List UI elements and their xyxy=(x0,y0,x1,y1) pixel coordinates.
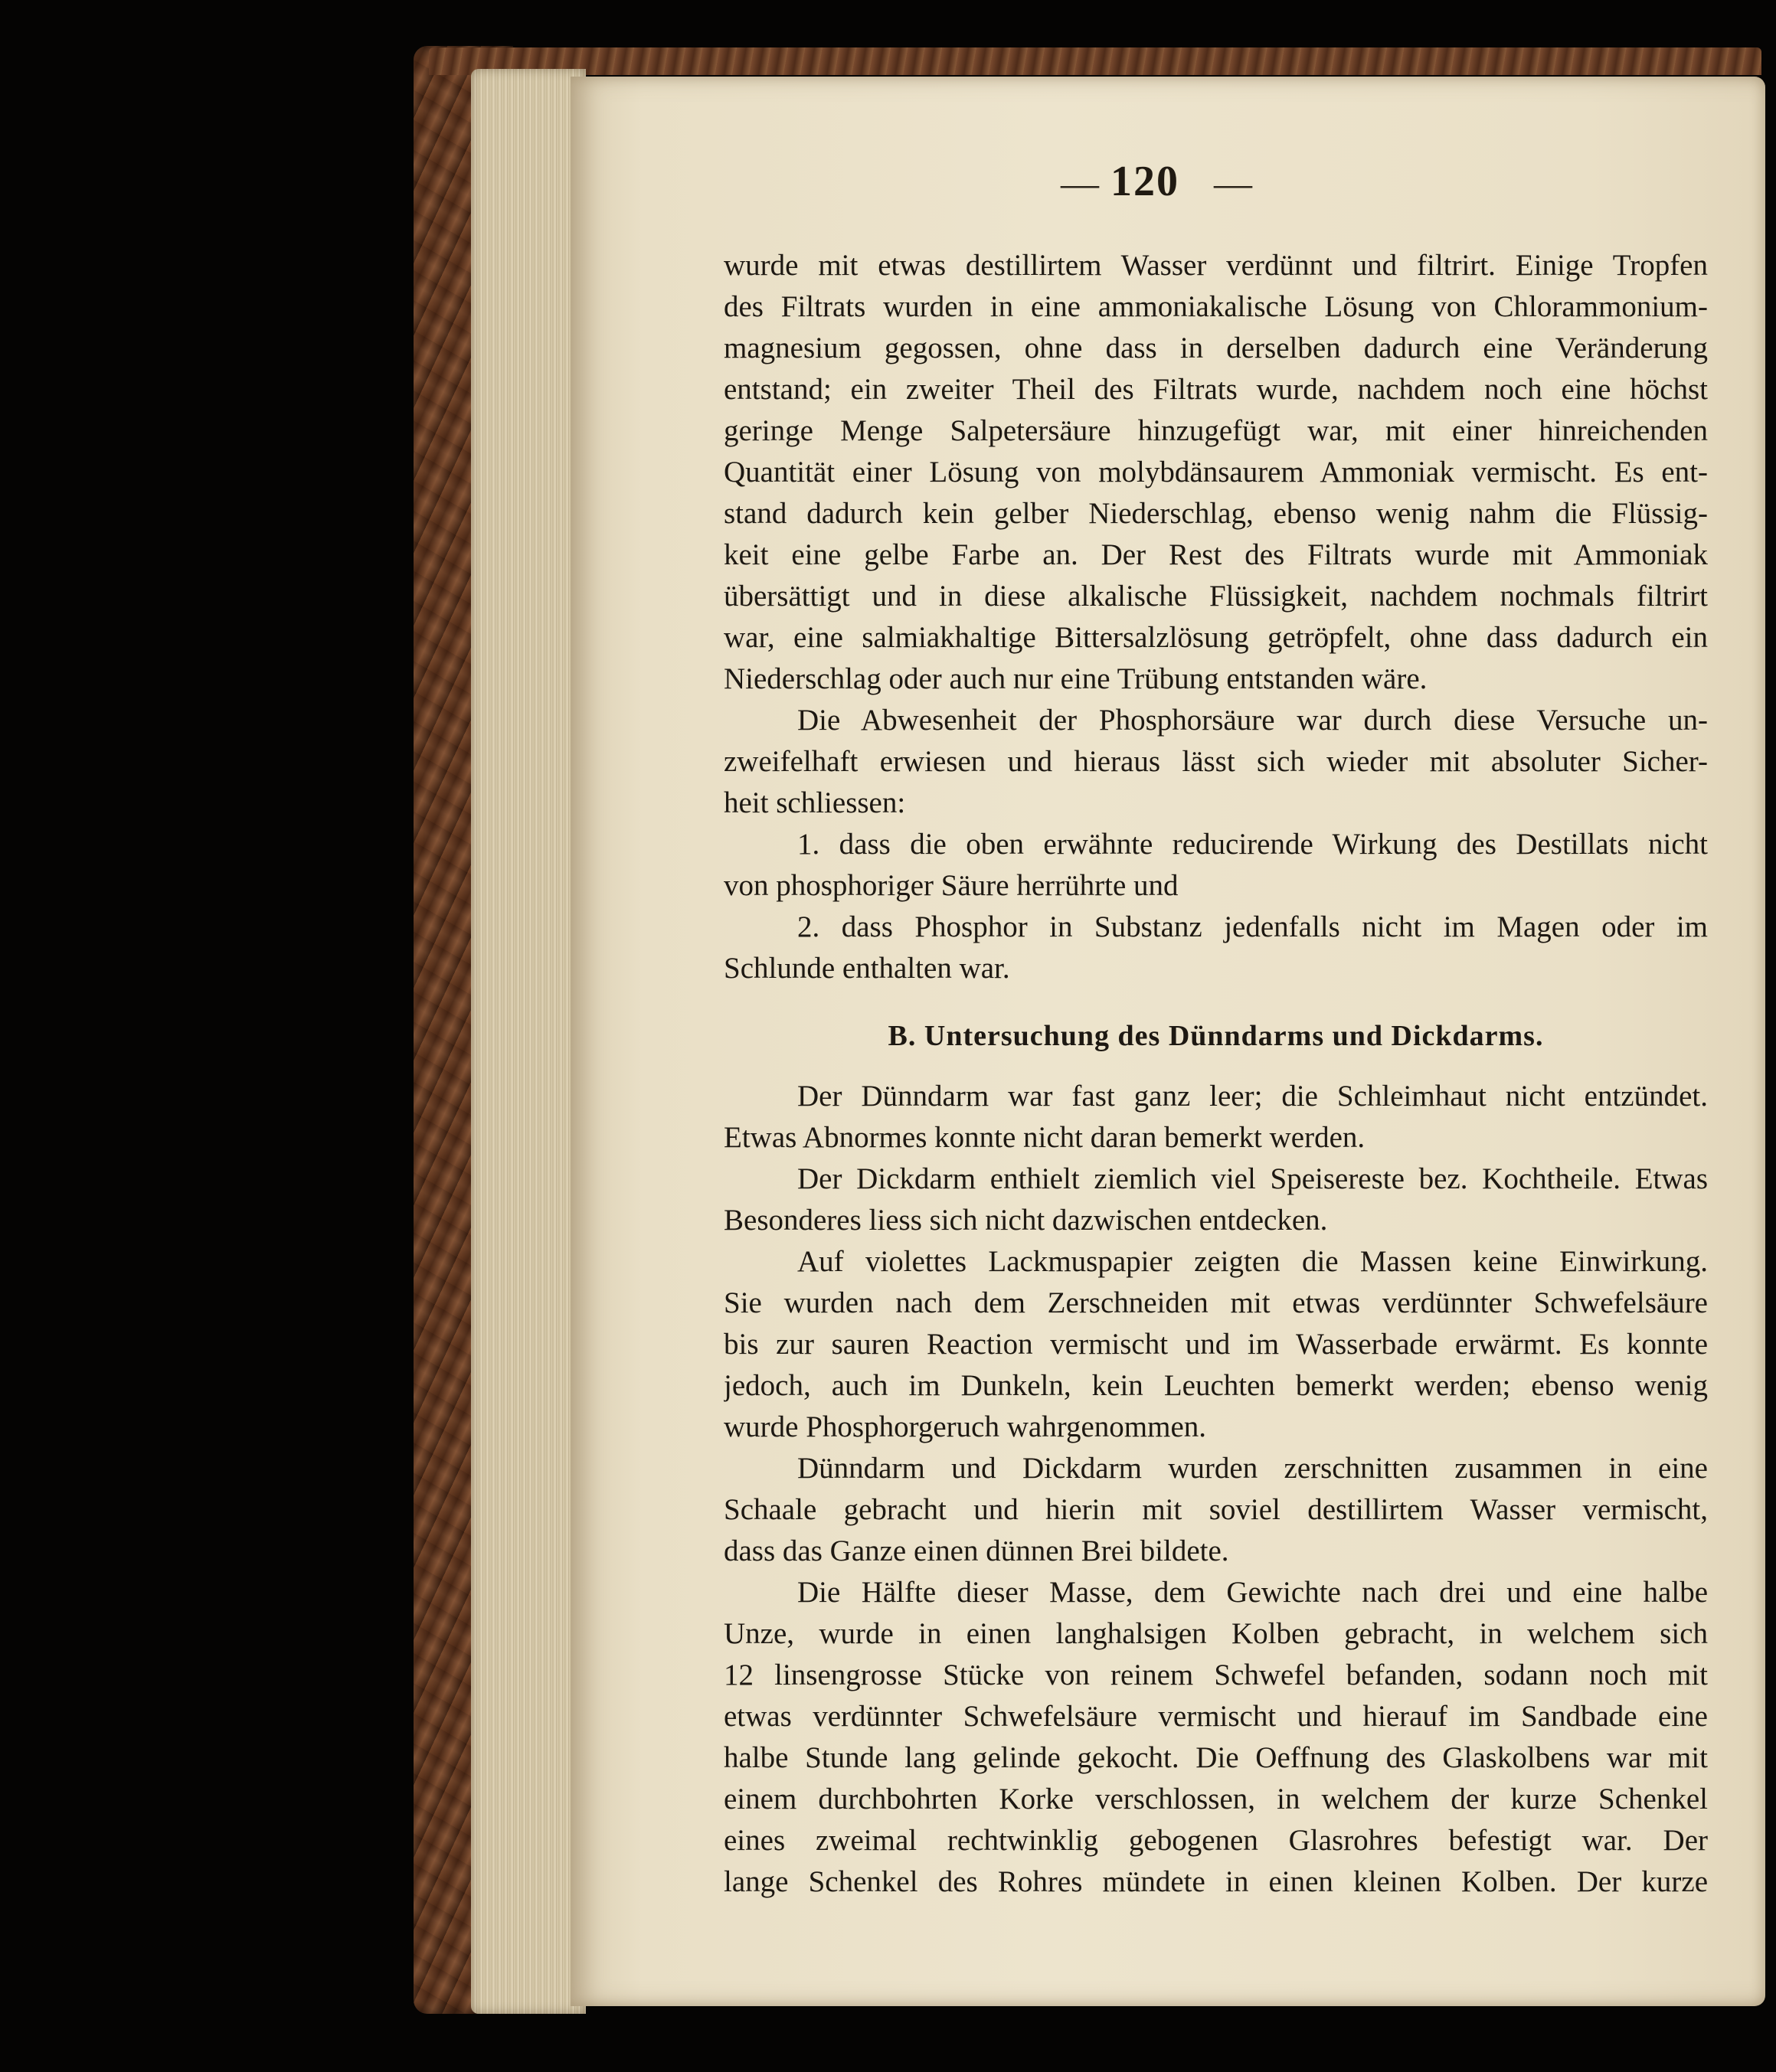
text-line: bis zur sauren Reaction vermischt und im Wasserbade erwärmt. Es konnte xyxy=(724,1328,1708,1361)
text-block-upper xyxy=(724,245,1708,989)
text-line: magnesium gegossen, ohne dass in derselben dadurch eine Veränderung xyxy=(724,332,1708,364)
text-line: Der Dünndarm war fast ganz leer; die Schleimhaut nicht entzündet. xyxy=(797,1080,1708,1113)
text-line: Der Dickdarm enthielt ziemlich viel Speisereste bez. Kochtheile. Etwas xyxy=(797,1162,1708,1195)
text-line: zweifelhaft erwiesen und hieraus lässt sich wieder mit absoluter Sicher- xyxy=(724,745,1708,778)
text-line: Schlunde enthalten war. xyxy=(724,952,1010,985)
text-line: übersättigt und in diese alkalische Flüssigkeit, nachdem nochmals filtrirt xyxy=(724,580,1708,613)
text-line: Die Hälfte dieser Masse, dem Gewichte nach drei und eine halbe xyxy=(797,1576,1708,1609)
text-line: Sie wurden nach dem Zerschneiden mit etwas verdünnter Schwefelsäure xyxy=(724,1286,1708,1319)
text-line: Auf violettes Lackmuspapier zeigten die Massen keine Einwirkung. xyxy=(797,1245,1708,1278)
text-line: jedoch, auch im Dunkeln, kein Leuchten bemerkt werden; ebenso wenig xyxy=(724,1369,1708,1402)
text-line: von phosphoriger Säure herrührte und xyxy=(724,869,1179,902)
page-number-dash-left: — xyxy=(1061,162,1099,204)
text-line: keit eine gelbe Farbe an. Der Rest des Filtrats wurde mit Ammoniak xyxy=(724,538,1708,571)
text-line: wurde Phosphorgeruch wahrgenommen. xyxy=(724,1410,1207,1443)
section-heading: B. Untersuchung des Dünndarms und Dickdarms. xyxy=(888,1020,1544,1052)
book-cover-top-edge xyxy=(429,47,1761,75)
text-block-lower xyxy=(724,1076,1708,1903)
text-line: halbe Stunde lang gelinde gekocht. Die Oeffnung des Glaskolbens war mit xyxy=(724,1741,1708,1774)
text-line: des Filtrats wurden in eine ammoniakalische Lösung von Chlorammonium- xyxy=(724,290,1708,323)
text-line: heit schliessen: xyxy=(724,786,906,819)
text-line: lange Schenkel des Rohres mündete in einen kleinen Kolben. Der kurze xyxy=(724,1865,1708,1898)
text-line: wurde mit etwas destillirtem Wasser verdünnt und filtrirt. Einige Tropfen xyxy=(724,249,1708,282)
page-number-dash-right: — xyxy=(1214,162,1252,204)
text-line: einem durchbohrten Korke verschlossen, in welchem der kurze Schenkel xyxy=(724,1783,1708,1815)
page-number: 120 xyxy=(1110,158,1179,205)
text-line: Niederschlag oder auch nur eine Trübung entstanden wäre. xyxy=(724,662,1428,695)
text-line: Etwas Abnormes konnte nicht daran bemerkt werden. xyxy=(724,1121,1366,1154)
text-line: geringe Menge Salpetersäure hinzugefügt war, mit einer hinreichenden xyxy=(724,414,1708,447)
text-line: Schaale gebracht und hierin mit soviel destillirtem Wasser vermischt, xyxy=(724,1493,1708,1526)
text-line: Quantität einer Lösung von molybdänsaurem Ammoniak vermischt. Es ent- xyxy=(724,456,1708,489)
text-line: 12 linsengrosse Stücke von reinem Schwefel befanden, sodann noch mit xyxy=(724,1659,1708,1691)
text-line: dass das Ganze einen dünnen Brei bildete. xyxy=(724,1534,1229,1567)
text-line: 1. dass die oben erwähnte reducirende Wirkung des Destillats nicht xyxy=(797,828,1708,861)
text-line: Unze, wurde in einen langhalsigen Kolben gebracht, in welchem sich xyxy=(724,1617,1708,1650)
text-line: 2. dass Phosphor in Substanz jedenfalls nicht im Magen oder im xyxy=(797,910,1708,943)
text-line: eines zweimal rechtwinklig gebogenen Glasrohres befestigt war. Der xyxy=(724,1824,1708,1857)
page-block-edges xyxy=(471,69,586,2014)
text-line: Die Abwesenheit der Phosphorsäure war durch diese Versuche un- xyxy=(797,704,1708,737)
text-line: Besonderes liess sich nicht dazwischen entdecken. xyxy=(724,1204,1328,1237)
text-line: war, eine salmiakhaltige Bittersalzlösung getröpfelt, ohne dass dadurch ein xyxy=(724,621,1708,654)
text-line: etwas verdünnter Schwefelsäure vermischt und hierauf im Sandbade eine xyxy=(724,1700,1708,1733)
text-line: Dünndarm und Dickdarm wurden zerschnitten zusammen in eine xyxy=(797,1452,1708,1485)
text-line: stand dadurch kein gelber Niederschlag, ebenso wenig nahm die Flüssig- xyxy=(724,497,1708,530)
text-line: entstand; ein zweiter Theil des Filtrats wurde, nachdem noch eine höchst xyxy=(724,373,1708,406)
